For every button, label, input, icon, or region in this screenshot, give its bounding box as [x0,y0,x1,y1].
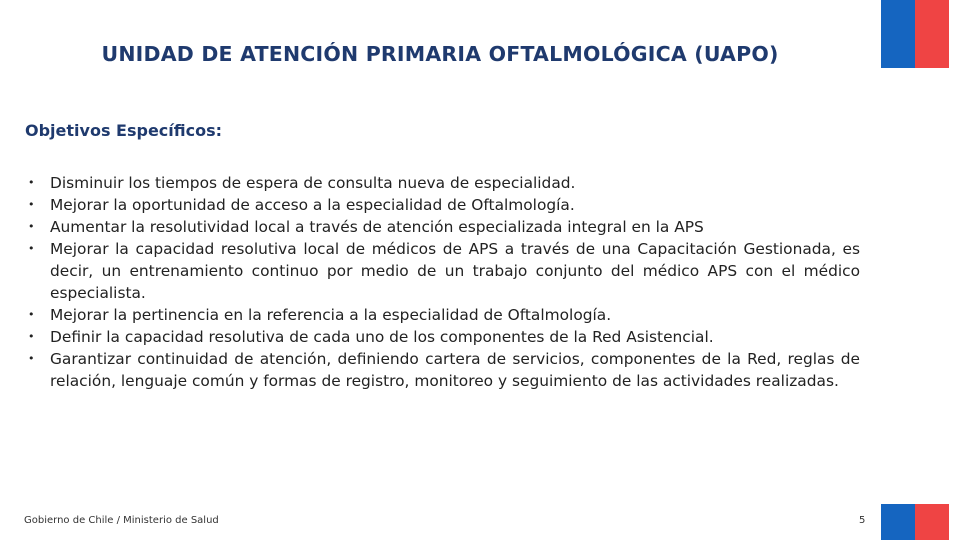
bullet-icon: • [28,198,35,211]
objectives-list [25,172,860,392]
list-item [25,216,860,238]
list-item [25,348,860,392]
list-item-text: Garantizar continuidad de atención, definiendo cartera de servicios, componentes de la Red, reglas de relación, lenguaje común y formas de registro, monitoreo y seguimiento de las actividades realizadas. [50,350,860,390]
list-item-text: Definir la capacidad resolutiva de cada uno de los componentes de la Red Asistencial. [50,328,714,346]
slide-title: UNIDAD DE ATENCIÓN PRIMARIA OFTALMOLÓGICA (UAPO) [101,42,779,66]
list-item-text: Disminuir los tiempos de espera de consulta nueva de especialidad. [50,174,576,192]
flag-bar-top [881,0,949,68]
bullet-icon: • [28,176,35,189]
flag-red-segment [915,0,949,68]
objectives-heading: Objetivos Específicos: [25,121,223,140]
list-item [25,172,860,194]
list-item [25,238,860,304]
flag-blue-segment [881,0,915,68]
bullet-icon: • [28,330,35,343]
flag-blue-segment [881,504,915,540]
list-item-text: Mejorar la oportunidad de acceso a la especialidad de Oftalmología. [50,196,575,214]
list-item [25,194,860,216]
list-item-text: Aumentar la resolutividad local a través de atención especializada integral en la APS [50,218,704,236]
list-item [25,304,860,326]
bullet-icon: • [28,242,35,255]
list-item [25,326,860,348]
page-number: 5 [859,515,866,526]
bullet-icon: • [28,352,35,365]
list-item-text: Mejorar la capacidad resolutiva local de médicos de APS a través de una Capacitación Gestionada, es decir, un entrenamiento continuo por medio de un trabajo conjunto del médico APS con el médico especialista. [50,240,860,302]
flag-red-segment [915,504,949,540]
bullet-icon: • [28,308,35,321]
footer-credit: Gobierno de Chile / Ministerio de Salud [24,515,219,526]
bullet-icon: • [28,220,35,233]
list-item-text: Mejorar la pertinencia en la referencia a la especialidad de Oftalmología. [50,306,612,324]
flag-bar-bottom [881,504,949,540]
